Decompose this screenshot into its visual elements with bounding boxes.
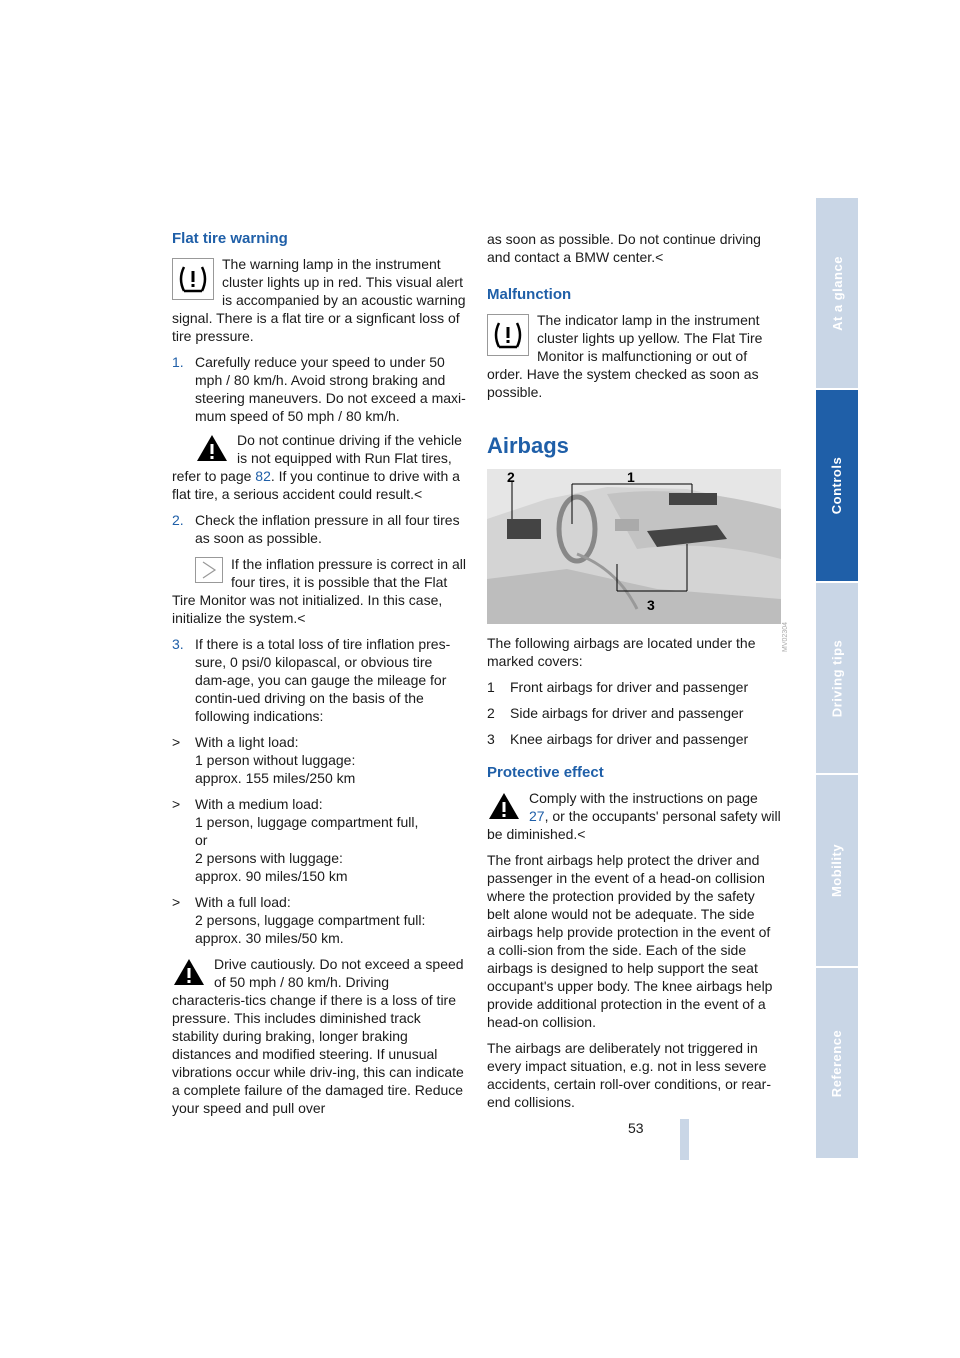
page-link-27[interactable]: 27 — [529, 808, 545, 824]
tab-mobility[interactable]: Mobility — [816, 775, 858, 968]
figure-label-3: 3 — [647, 597, 655, 613]
malfunction-block — [487, 311, 781, 401]
side-tabs — [816, 198, 858, 1160]
end-mark: < — [577, 826, 586, 842]
airbag-item: 2 Side airbags for driver and passenger — [487, 705, 744, 721]
note-icon — [195, 557, 223, 583]
load-line: or — [195, 832, 208, 848]
step-2 — [172, 511, 466, 547]
protective-paragraph-2: The airbags are deliberately not triggered in every impact situation, e.g. not in less severe accidents, certain roll-over conditions, or rear-end collisions. — [487, 1040, 772, 1110]
figure-code: MV02304 — [782, 622, 789, 652]
load-item-full — [172, 893, 466, 947]
tab-driving-tips[interactable]: Driving tips — [816, 583, 858, 775]
tire-pressure-warning-icon — [172, 258, 214, 300]
left-column — [172, 230, 466, 1125]
load-line: 1 person, luggage compartment full, — [195, 814, 419, 830]
figure-label-2: 2 — [507, 469, 515, 485]
load-list — [172, 733, 466, 947]
tab-reference[interactable]: Reference — [816, 968, 858, 1160]
page-number-bar — [680, 1119, 689, 1160]
warning-triangle-icon — [195, 433, 229, 463]
steps-list — [172, 353, 466, 425]
airbags-heading: Airbags — [487, 433, 569, 458]
malfunction-text: The indicator lamp in the instrument cluster lights up yellow. The Flat Tire Monitor is malfunctioning or out of order. Have the system checked as soon as possible. — [487, 312, 763, 400]
step-3 — [172, 635, 466, 725]
malfunction-heading: Malfunction — [487, 286, 572, 303]
airbag-list — [487, 678, 781, 748]
end-mark: < — [655, 249, 664, 265]
load-title: With a medium load: — [195, 796, 323, 812]
load-line: 1 person without luggage: — [195, 752, 356, 768]
airbags-intro: The following airbags are located under the marked covers: — [487, 635, 756, 669]
step-number: 3. — [172, 636, 184, 652]
load-line: approx. 30 miles/50 km. — [195, 930, 344, 946]
warning-text: Do not continue driving if the vehicle is not equipped with Run Flat tires, refer to page — [172, 432, 462, 484]
load-item-medium — [172, 795, 466, 885]
protective-warning — [487, 789, 781, 843]
warning-triangle-icon — [172, 957, 206, 987]
protective-effect-heading: Protective effect — [487, 764, 604, 781]
step-text: If there is a total loss of tire inflation pres-sure, 0 psi/0 kilopascal, or obvious tire dam-age, you can gauge the mileage for contin-ued driving on the basis of the following indications: — [195, 636, 451, 724]
drive-cautiously-warning — [172, 955, 466, 1117]
flat-tire-intro-text: The warning lamp in the instrument cluster lights up in red. This visual alert is accompanied by an acoustic warning signal. There is a flat tire or a signficant loss of tire pressure. — [172, 256, 466, 344]
load-line: 2 persons with luggage: — [195, 850, 343, 866]
page-link-82[interactable]: 82 — [255, 468, 271, 484]
load-title: With a full load: — [195, 894, 291, 910]
step-number: 2. — [172, 512, 184, 528]
step-number: 1. — [172, 354, 184, 370]
step-text: Check the inflation pressure in all four tires as soon as possible. — [195, 512, 460, 546]
right-column — [487, 230, 789, 1119]
bullet-mark: > — [172, 734, 181, 750]
load-line: 2 persons, luggage compartment full: — [195, 912, 426, 928]
step-text: Carefully reduce your speed to under 50 mph / 80 km/h. Avoid strong braking and steering maneuvers. Do not exceed a maxi-mum speed of 50 mph / 80 km/h. — [195, 354, 466, 424]
tab-at-a-glance[interactable]: At a glance — [816, 198, 858, 390]
warning-text-end: . If you continue to drive with a flat tire, a serious accident could result. — [172, 468, 460, 502]
airbag-illustration — [487, 469, 781, 624]
continued-text: as soon as possible. Do not continue driving and contact a BMW center.< — [487, 231, 761, 265]
end-mark: < — [414, 486, 423, 502]
steps-list-3 — [172, 635, 466, 725]
warning-text-end: , or the occupants' personal safety will be diminished. — [487, 808, 781, 842]
steps-list-2 — [172, 511, 466, 547]
airbag-item: 1 Front airbags for driver and passenger — [487, 679, 749, 695]
load-title: With a light load: — [195, 734, 299, 750]
run-flat-warning — [172, 431, 466, 503]
warning-triangle-icon — [487, 791, 521, 821]
flat-tire-heading: Flat tire warning — [172, 230, 288, 247]
load-line: approx. 155 miles/250 km — [195, 770, 356, 786]
step-1 — [172, 353, 466, 425]
page-number: 53 — [628, 1120, 644, 1136]
bullet-mark: > — [172, 894, 181, 910]
load-line: approx. 90 miles/150 km — [195, 868, 348, 884]
tire-pressure-indicator-icon — [487, 314, 529, 356]
initialize-note — [172, 555, 466, 627]
bullet-mark: > — [172, 796, 181, 812]
note-text: If the inflation pressure is correct in all four tires, it is possible that the Flat Tire Monitor was not initialized. In this case, initialize the system. — [172, 556, 466, 626]
warning-text: Comply with the instructions on page — [529, 790, 758, 806]
end-mark: < — [297, 610, 306, 626]
airbag-item: 3 Knee airbags for driver and passenger — [487, 731, 749, 747]
load-item-light — [172, 733, 466, 787]
figure-label-1: 1 — [627, 469, 635, 485]
flat-tire-intro — [172, 255, 466, 345]
warning-text: Drive cautiously. Do not exceed a speed of 50 mph / 80 km/h. Driving characteris-tics change if there is a loss of tire pressure. This includes diminished track stability during braking, longer braking distances and modified steering. If unusual vibrations occur while driv-ing, this can indicate a complete failure of the damaged tire. Reduce your speed and pull over — [172, 956, 464, 1116]
protective-paragraph-1: The front airbags help protect the driver and passenger in the event of a head-on collision where the protection provided by the safety belt alone would not be adequate. The side airbags help provide protection in the event of a colli-sion from the side. Each of the side airbags is designed to help support the seat occupant's upper body. The knee airbags help provide additional protection in the event of a head-on collision. — [487, 852, 773, 1030]
tab-controls[interactable]: Controls — [816, 390, 858, 583]
